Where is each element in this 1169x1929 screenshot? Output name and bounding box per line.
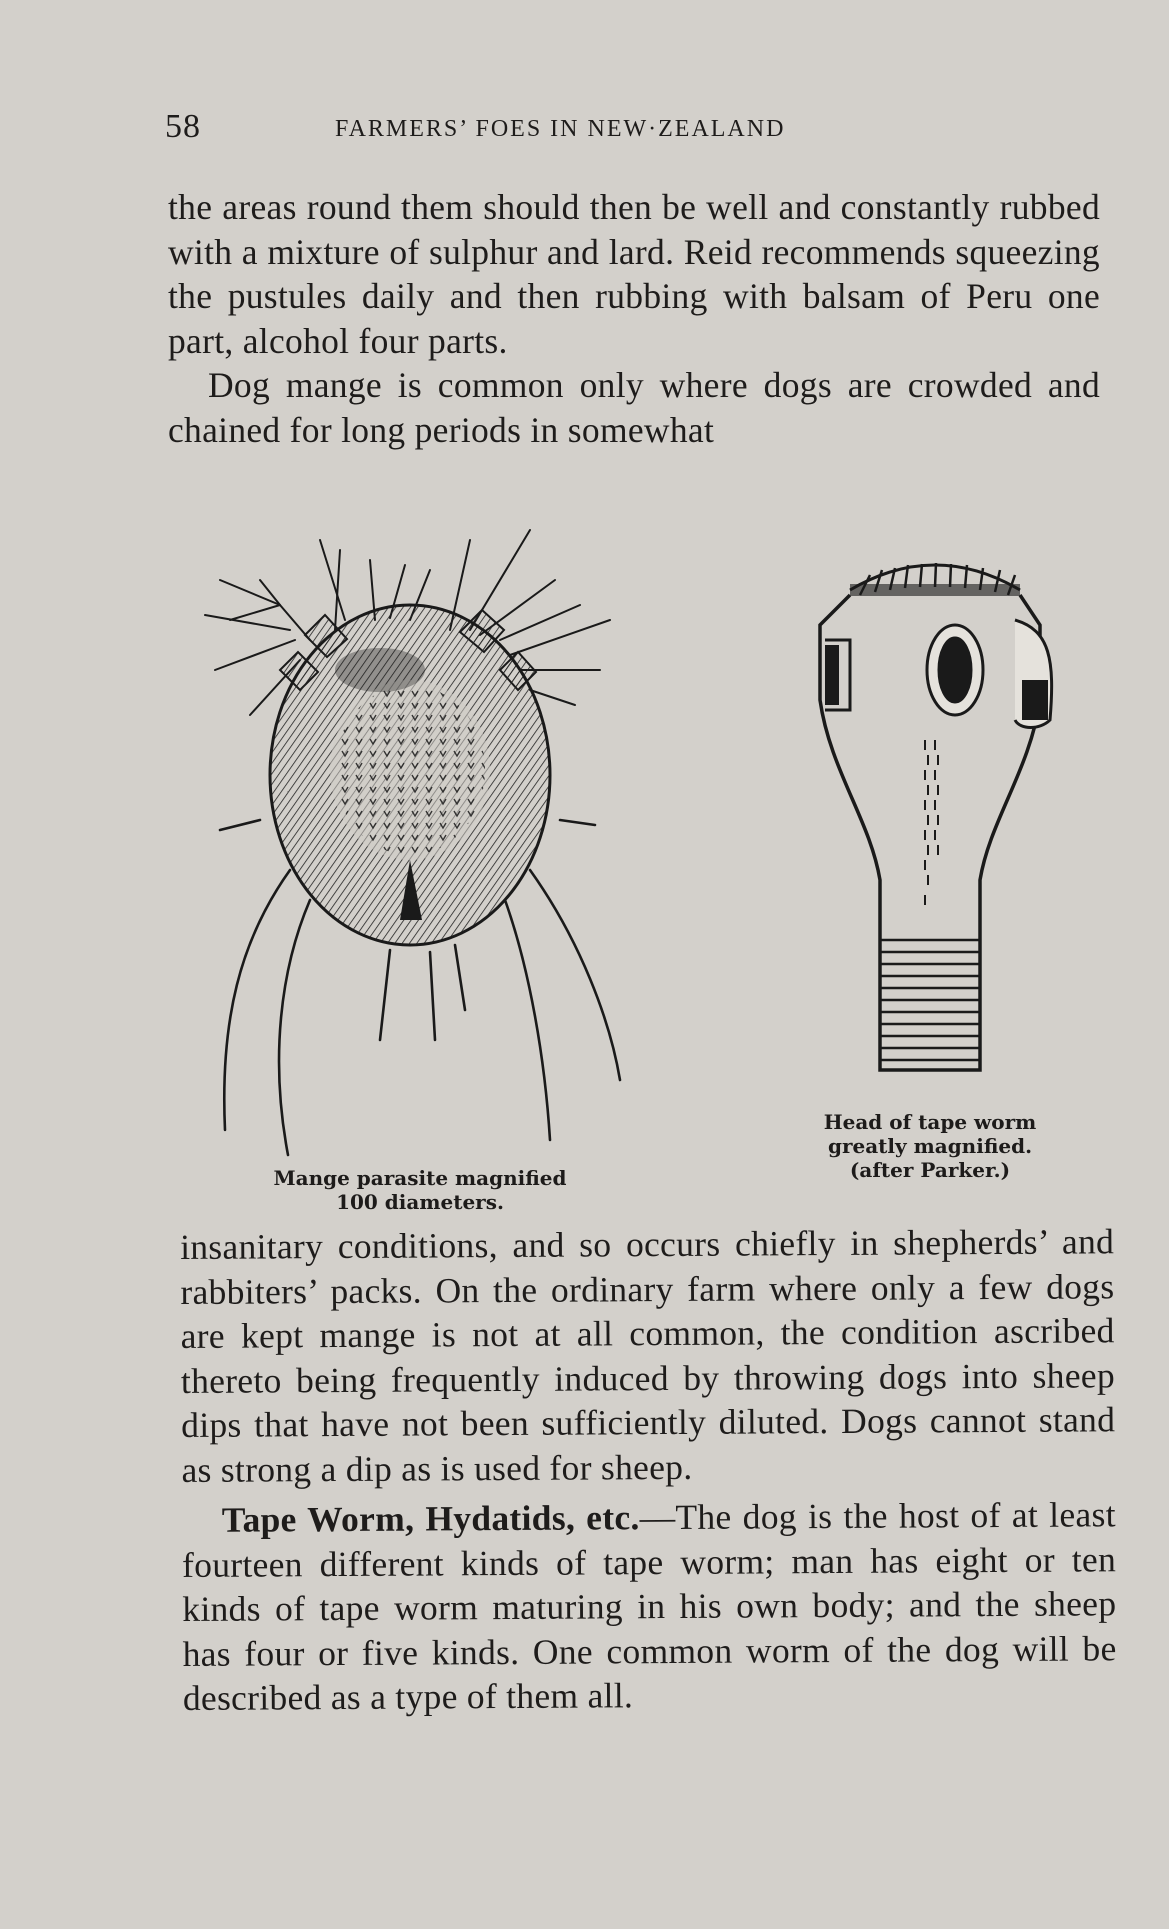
section-heading: Tape Worm, Hydatids, etc. [221,1497,640,1540]
tapeworm-head-illustration [810,550,1060,1080]
page-header [165,108,935,148]
caption-line: Head of tape worm [823,1110,1037,1134]
bottom-text-block [180,1219,1117,1720]
caption-line: greatly magnified. [827,1134,1033,1158]
top-text-block [168,185,1100,452]
mange-parasite-illustration [200,520,640,1160]
caption-line: Mange parasite magnified [273,1166,567,1190]
paragraph: insanitary conditions, and so occurs chiefly in shepherds’ and rabbiters’ packs. On the ordinary farm where only a few dogs are kept mange is not at all common, the condition ascribed thereto being frequently induced by throwing dogs into sheep dips that have not been sufficiently diluted. Dogs cannot stand as strong a dip as is used for sheep. [180,1221,1116,1490]
paragraph [182,1492,1117,1720]
running-head: FARMERS’ FOES IN NEW·ZEALAND [335,116,786,142]
paragraph: Dog mange is common only where dogs are crowded and chained for long periods in somewhat [168,365,1100,450]
tapeworm-caption [780,1110,1080,1182]
paragraph-text: —The dog is the host of at least fourteen different kinds of tape worm; man has eight or ten kinds of tape worm maturing in his own body; and the sheep has four or five kinds. One common worm of the dog will be described as a type of them all. [181,1494,1117,1718]
paragraph: the areas round them should then be well and constantly rubbed with a mixture of sulphur and lard. Reid recommends squeezing the pustules daily and then rubbing with balsam of Peru one part, alcohol four parts. [168,187,1100,361]
mange-parasite-caption [240,1166,600,1214]
caption-line: (after Parker.) [849,1158,1011,1182]
page-number: 58 [165,108,201,145]
caption-line: 100 diameters. [336,1190,504,1214]
